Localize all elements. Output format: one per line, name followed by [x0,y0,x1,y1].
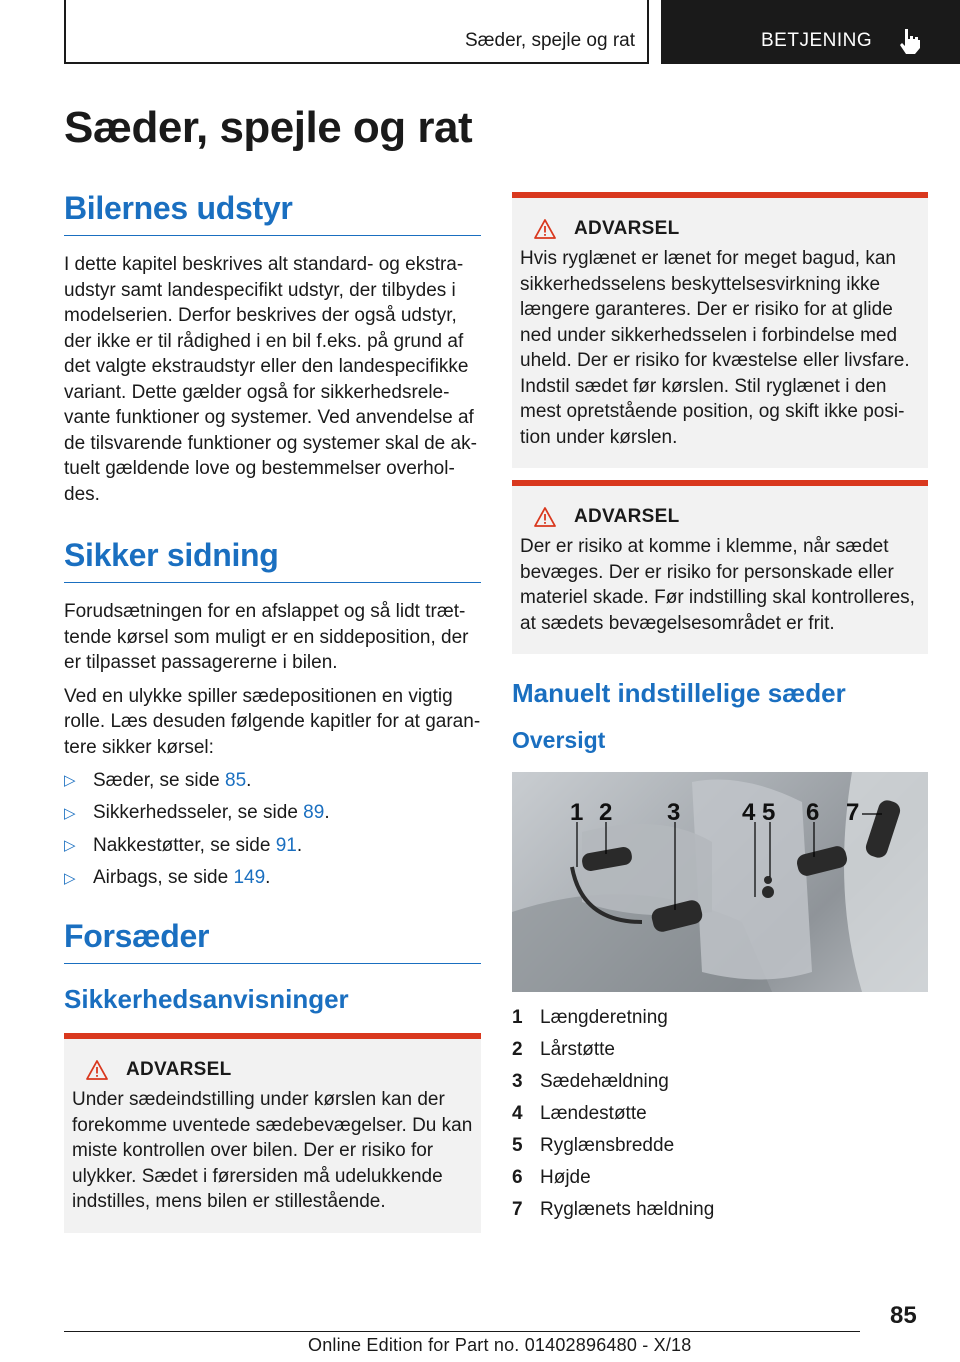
legend-text: Lårstøtte [540,1039,615,1060]
legend-text: Højde [540,1167,591,1188]
legend-text: Ryglænsbredde [540,1135,675,1156]
hand-pointer-icon [895,26,925,56]
legend-number: 5 [512,1135,523,1156]
legend-item [512,1098,928,1130]
legend-list [512,1002,928,1226]
legend-item [512,1002,928,1034]
legend-text: Længderetning [540,1007,668,1028]
subsection-title-manuelt: Manuelt indstillelige sæder [512,678,846,708]
warning-title: ADVARSEL [126,1059,232,1080]
legend-text: Ryglænets hældning [540,1199,715,1220]
section-title-bilernes-udstyr: Bilernes udstyr [64,190,481,236]
page-link[interactable]: 149 [233,867,266,888]
list-item-text: Nakkestøtter, se side [93,834,276,856]
seat-illustration [512,772,928,992]
section-title-forsaeder: Forsæder [64,918,481,964]
warning-body: Der er risiko at komme i klemme, når sædet bevæges. Der er risiko for personskade eller materiel skade. Før indstilling skal kontrolleres, at sædets bevægelsesområdet er frit. [520,536,915,634]
triangle-right-icon: ▷ [64,837,76,854]
warning-triangle-icon [534,219,556,239]
warning-title: ADVARSEL [574,506,680,527]
paragraph-sikker-sidning-2: Ved en ulykke spiller sædepositionen en vigtig rolle. Læs desuden følgende kapitler for at garantere sikker kørsel: [64,685,481,758]
warning-body: Under sædeindstilling under kørslen kan der forekomme uventede sædebevægelser. Du kan miste kontrollen over bilen. Der er risiko for ulykker. Sædet i førersiden må udelukkende indstilles, mens bilen er stillestående. [72,1089,473,1212]
subsubsection-title-oversigt: Oversigt [512,727,606,753]
legend-item [512,1194,928,1226]
legend-item [512,1162,928,1194]
warning-triangle-icon [86,1060,108,1080]
section-body-bilernes-udstyr: I dette kapitel beskrives alt standard- og ekstraudstyr samt landespecifikt udstyr, der tilbydes i modelserien. Derfor beskrives der også udstyr, der ikke er til rådighed i en bil f.eks. på grund af det valgte ekstraudstyr eller den landespecifikke variant. Dette gælder også for sikkerhedsrelevante funktioner og systemer. Ved anvendelse af de tilsvarende funktioner og systemer skal de aktuelt gældende love og bestemmelser overholdes. [64,254,477,505]
list-item-text: Sikkerhedsseler, se side [93,802,304,823]
triangle-right-icon: ▷ [64,804,76,822]
left-column [64,190,481,1247]
triangle-right-icon: ▷ [64,869,76,887]
legend-item [512,1034,928,1066]
callout-label: 3 [667,799,681,826]
right-column [512,192,928,1226]
callout-label: 4 [742,799,756,826]
list-item: ▷ Nakkestøtter, se side 91. [64,829,481,862]
warning-triangle-icon [534,507,556,527]
header-section-title: Sæder, spejle og rat [464,30,635,51]
paragraph-sikker-sidning-1: Forudsætningen for en afslappet og så lidt trættende kørsel som muligt er en siddeposition, der er tilpasset passagererne i bilen. [64,601,469,673]
callout-label: 6 [806,799,820,826]
legend-number: 6 [512,1167,523,1188]
legend-number: 3 [512,1071,523,1092]
legend-number: 7 [512,1199,523,1220]
list-item: ▷ Sæder, se side 85. [64,764,481,797]
header-chapter-title: BETJENING [761,30,873,51]
section-title-sikker-sidning: Sikker sidning [64,537,481,583]
triangle-right-icon: ▷ [64,772,76,789]
page-title: Sæder, spejle og rat [64,103,473,152]
page-link[interactable]: 91 [275,834,297,856]
warning-title: ADVARSEL [574,218,680,239]
warning-box [64,1033,481,1233]
legend-item [512,1130,928,1162]
header-section-box [64,0,649,64]
legend-item [512,1066,928,1098]
legend-text: Lændestøtte [540,1103,647,1124]
legend-text: Sædehældning [540,1071,669,1092]
subsection-title-sikkerhedsanvisninger: Sikkerhedsanvisninger [64,984,349,1014]
callout-label: 7 [846,799,860,826]
legend-number: 2 [512,1039,523,1060]
page-link[interactable]: 85 [225,769,247,791]
list-item: ▷ Sikkerhedsseler, se side 89. [64,797,481,830]
callout-label: 2 [599,799,613,826]
callout-label: 5 [762,799,776,826]
reference-list [64,764,481,894]
seat-controls-photo [512,772,928,992]
list-item-text: Airbags, se side [93,867,234,888]
footer-edition: Online Edition for Part no. 01402896480 - X/18 [308,1335,692,1355]
list-item: ▷ Airbags, se side 149. [64,862,481,895]
footer-divider [64,1331,860,1332]
warning-box [512,480,928,654]
page-link[interactable]: 89 [303,802,325,823]
callout-label: 1 [570,799,584,826]
legend-number: 1 [512,1007,523,1028]
warning-body: Hvis ryglænet er lænet for meget bagud, kan sikkerhedsselens beskyttelsesvirkning ikke længere garanteres. Der er risiko for at glide ned under sikkerhedsselen i forbindelse med uheld. Der er risiko for kvæstelse eller livsfare. Indstil sædet før kørslen. Stil ryglænet i den mest opretstående position, og skift ikke position under kørslen. [520,248,910,448]
warning-box [512,192,928,468]
page-number: 85 [890,1302,917,1329]
list-item-text: Sæder, se side [93,769,226,791]
legend-number: 4 [512,1103,523,1124]
